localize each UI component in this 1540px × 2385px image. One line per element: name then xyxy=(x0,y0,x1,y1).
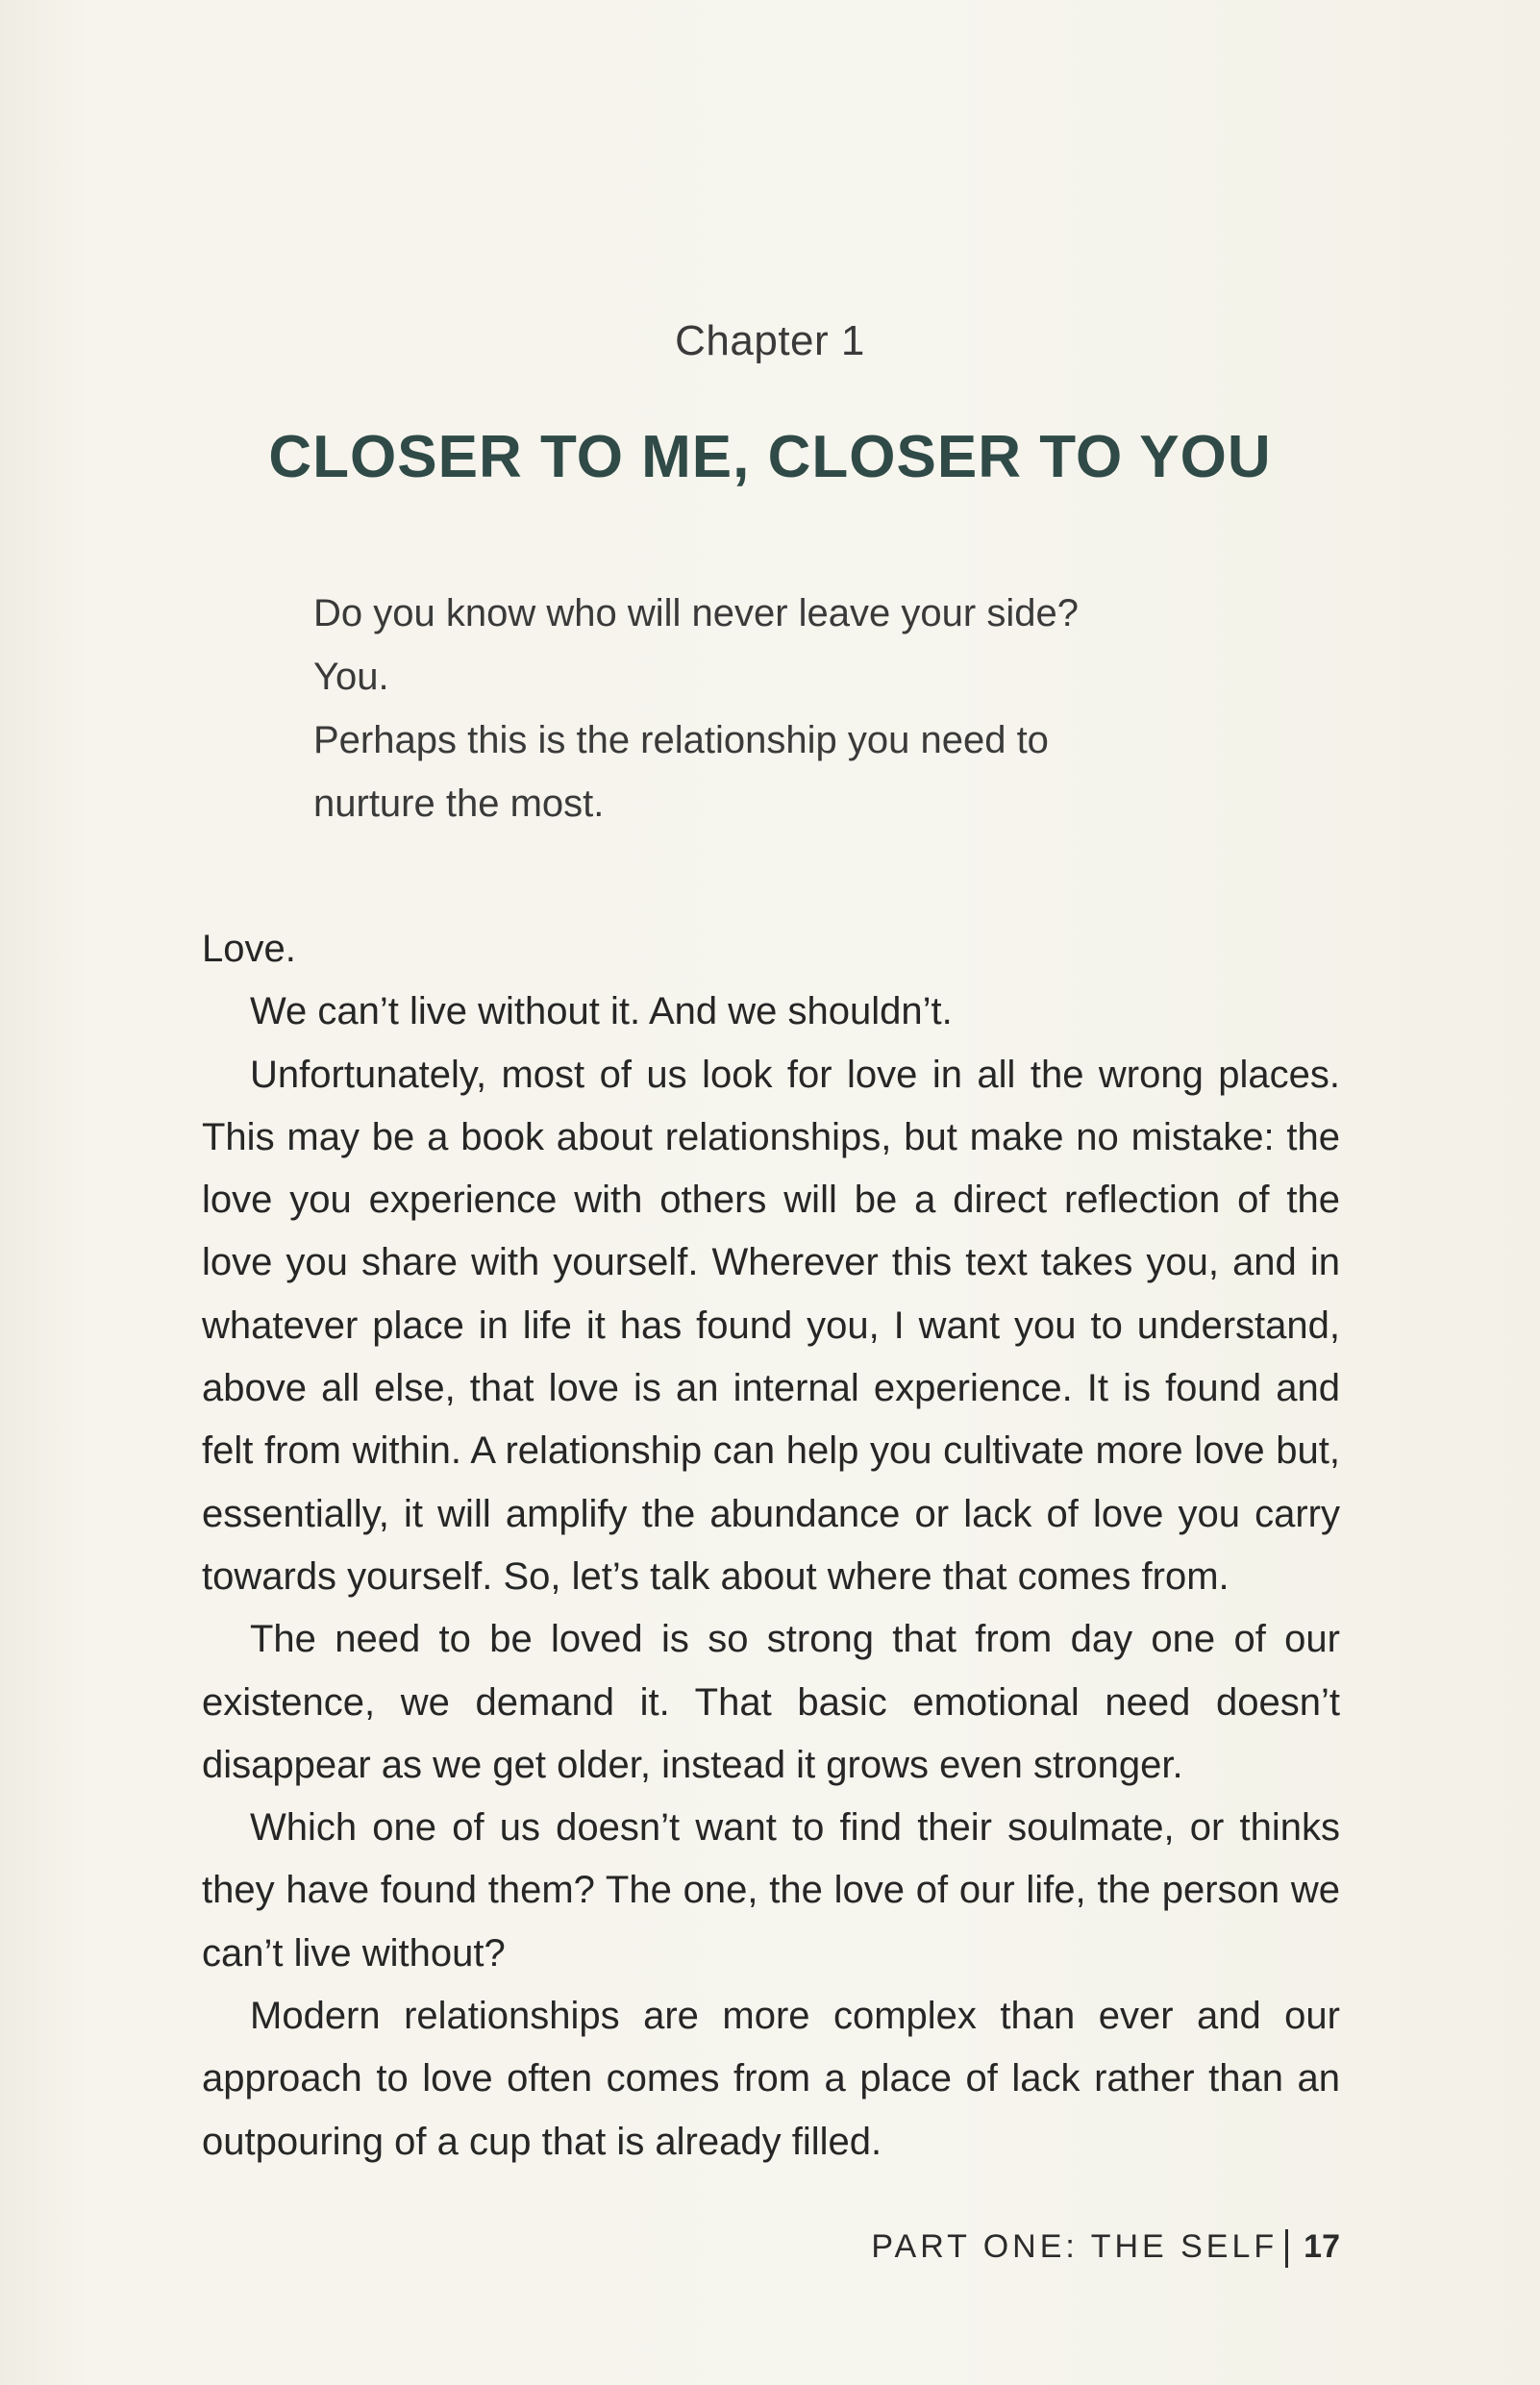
body-text xyxy=(202,918,1340,2174)
chapter-label: Chapter 1 xyxy=(675,317,865,364)
running-footer xyxy=(871,2228,1340,2268)
paragraph: The need to be loved is so strong that from day one of our existence, we demand it. That basic emotional need doesn’t disappear as we get older, instead it grows even stronger. xyxy=(202,1618,1340,1786)
paragraph: Unfortunately, most of us look for love in all the wrong places. This may be a book about relationships, but make no mistake: the love you experience with others will be a direct reflection of the love you share with yourself. Wherever this text takes you, and in whatever place in life it has found you, I want you to understand, above all else, that love is an internal experience. It is found and felt from within. A relationship can help you cultivate more love but, essentially, it will amplify the abundance or lack of love you carry towards yourself. So, let’s talk about where that comes from. xyxy=(202,1053,1340,1598)
page-number: 17 xyxy=(1304,2228,1340,2265)
epigraph-line: Do you know who will never leave your side? xyxy=(313,592,1079,634)
paragraph: Modern relationships are more complex than ever and our approach to love often comes from a place of lack rather than an outpouring of a cup that is already filled. xyxy=(202,1995,1340,2163)
epigraph xyxy=(313,582,1275,835)
epigraph-line: You. xyxy=(313,656,389,698)
section-name: PART ONE: THE SELF xyxy=(871,2228,1279,2265)
paragraph: Which one of us doesn’t want to find their soulmate, or thinks they have found them? The one, the love of our life, the person we can’t live without? xyxy=(202,1806,1340,1975)
paragraph: We can’t live without it. And we shouldn’t. xyxy=(250,990,953,1033)
epigraph-line: nurture the most. xyxy=(313,783,605,825)
paragraph: Love. xyxy=(202,928,296,970)
chapter-title: CLOSER TO ME, CLOSER TO YOU xyxy=(268,424,1272,490)
footer-separator xyxy=(1285,2229,1288,2268)
epigraph-line: Perhaps this is the relationship you need to xyxy=(313,719,1049,761)
